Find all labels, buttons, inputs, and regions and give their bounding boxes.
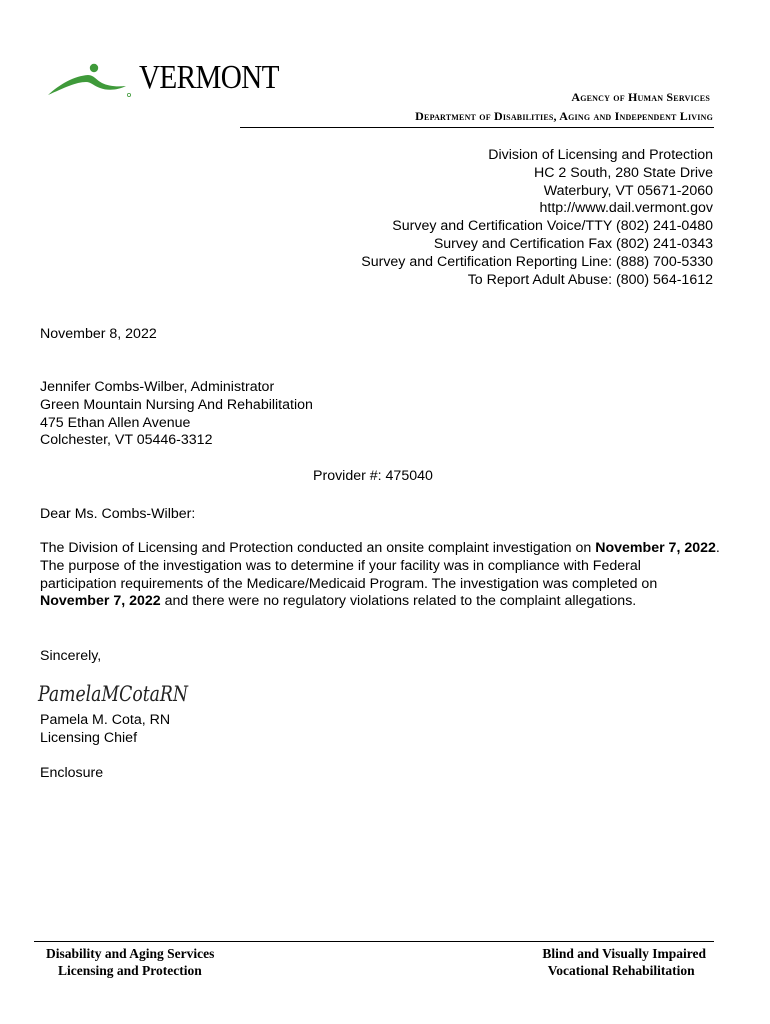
letter-date: November 8, 2022: [40, 326, 157, 342]
letter-body: [40, 540, 720, 611]
vermont-wordmark: VERMONT: [139, 59, 279, 96]
body-text-1: The Division of Licensing and Protection conducted an onsite complaint investigation on: [40, 540, 596, 556]
sender-address-block: [361, 147, 713, 289]
enclosure-note: Enclosure: [40, 765, 104, 781]
recipient-name: Jennifer Combs-Wilber, Administrator: [40, 379, 275, 395]
recipient-city: Colchester, VT 05446-3312: [40, 432, 213, 449]
signer-block: [40, 712, 170, 748]
signer-name: Pamela M. Cota, RN: [40, 712, 171, 728]
handwritten-signature: [36, 677, 196, 709]
signer-title: Licensing Chief: [40, 729, 138, 746]
recipient-block: [40, 379, 313, 450]
agency-name: Agency of Human Services: [571, 90, 710, 104]
address-line-fax: Survey and Certification Fax (802) 241-0343: [433, 235, 713, 252]
provider-number: Provider #: 475040: [313, 468, 433, 484]
address-line-street: HC 2 South, 280 State Drive: [533, 164, 713, 181]
footer-right-divisions: [542, 945, 706, 979]
body-text-3: and there were no regulatory violations related to the complaint allegations.: [160, 593, 637, 610]
recipient-street: 475 Ethan Allen Avenue: [40, 414, 191, 431]
salutation: Dear Ms. Combs-Wilber:: [40, 506, 196, 522]
address-line-division: Division of Licensing and Protection: [488, 147, 713, 163]
recipient-facility: Green Mountain Nursing And Rehabilitation: [40, 396, 313, 413]
footer-left-divisions: [46, 945, 214, 979]
address-line-abuse: To Report Adult Abuse: (800) 564-1612: [467, 271, 713, 288]
footer-divider: [34, 941, 714, 942]
address-line-city: Waterbury, VT 05671-2060: [543, 182, 713, 199]
closing: Sincerely,: [40, 648, 102, 664]
address-line-reporting: Survey and Certification Reporting Line: (888) 700-5330: [361, 253, 713, 270]
vermont-logo-mark-icon: [46, 62, 136, 98]
department-name: Department of Disabilities, Aging and Independent Living: [415, 109, 713, 123]
body-investigation-date: November 7, 2022: [595, 540, 716, 556]
footer-left-line-1: Disability and Aging Services: [46, 946, 215, 961]
address-line-voice: Survey and Certification Voice/TTY (802) 241-0480: [392, 218, 713, 235]
header-divider: [240, 127, 714, 128]
body-completion-date: November 7, 2022: [40, 593, 161, 610]
footer-left-line-2: Licensing and Protection: [58, 963, 202, 978]
signature-text: PamelaMCotaRN: [37, 682, 189, 706]
body-text-2: . The purpose of the investigation was to determine if your facility was in compliance with Federal participation requirements of the Medicare/Medicaid Program. The investigation was completed on: [40, 540, 720, 592]
footer-right-line-1: Blind and Visually Impaired: [542, 946, 706, 961]
footer-right-line-2: Vocational Rehabilitation: [547, 963, 695, 978]
address-line-website[interactable]: http://www.dail.vermont.gov: [539, 200, 713, 217]
